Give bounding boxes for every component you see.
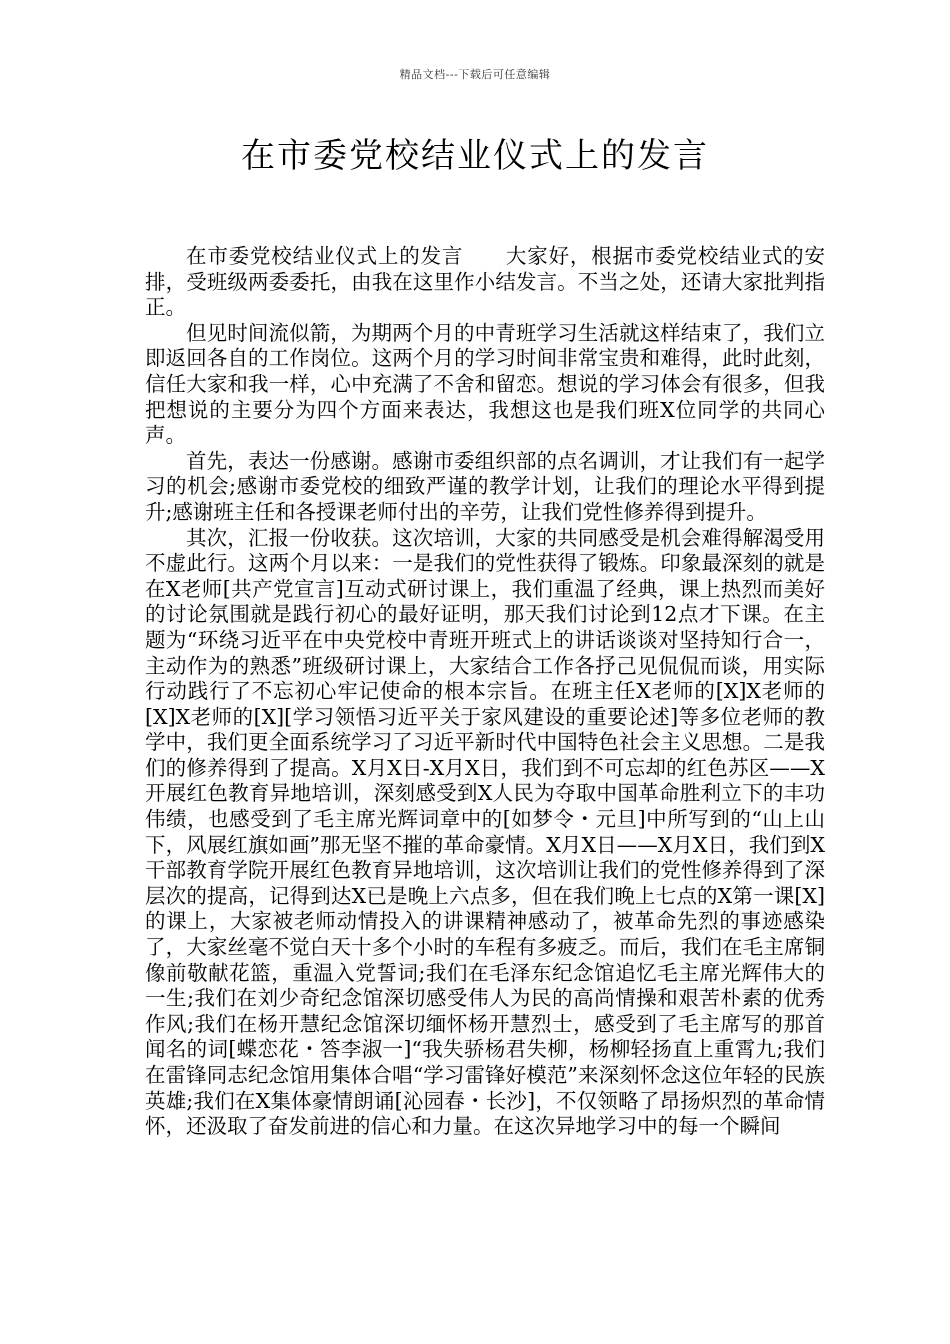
paragraph-gratitude: 首先，表达一份感谢。感谢市委组织部的点名调训，才让我们有一起学习的机会;感谢市委党校的细致严谨的教学计划，让我们的理论水平得到提升;感谢班主任和各授课老师付出的辛劳，让我们党性修养得到提升。 (145, 448, 825, 524)
page-header-note: 精品文档---下载后可任意编辑 (399, 68, 551, 81)
document-title: 在市委党校结业仪式上的发言 (241, 136, 709, 176)
paragraph-harvest: 其次，汇报一份收获。这次培训，大家的共同感受是机会难得解渴受用不虚此行。这两个月以来：一是我们的党性获得了锻炼。印象最深刻的就是在X老师[共产党宣言]互动式研讨课上，我们重温了经典，课上热烈而美好的讨论氛围就是践行初心的最好证明，那天我们讨论到12点才下课。在主题为“环绕习近平在中央党校中青班开班式上的讲话谈谈对坚持知行合一，主动作为的熟悉”班级研讨课上，大家结合工作各抒己见侃侃而谈，用实际行动践行了不忘初心牢记使命的根本宗旨。在班主任X老师的[X]X老师的[X]X老师的[X][学习领悟习近平关于家风建设的重要论述]等多位老师的教学中，我们更全面系统学习了习近平新时代中国特色社会主义思想。二是我们的修养得到了提高。X月X日-X月X日，我们到不可忘却的红色苏区——X开展红色教育异地培训，深刻感受到X人民为夺取中国革命胜利立下的丰功伟绩，也感受到了毛主席光辉词章中的[如梦令・元旦]中所写到的“山上山下，风展红旗如画”那无坚不摧的革命豪情。X月X日——X月X日，我们到X干部教育学院开展红色教育异地培训，这次培训让我们的党性修养得到了深层次的提高，记得到达X已是晚上六点多，但在我们晚上七点的X第一课[X]的课上，大家被老师动情投入的讲课精神感动了，被革命先烈的事迹感染了，大家丝毫不觉白天十多个小时的车程有多疲乏。而后，我们在毛主席铜像前敬献花篮，重温入党誓词;我们在毛泽东纪念馆追忆毛主席光辉伟大的一生;我们在刘少奇纪念馆深切感受伟人为民的高尚情操和艰苦朴素的优秀作风;我们在杨开慧纪念馆深切缅怀杨开慧烈士，感受到了毛主席写的那首闻名的词[蝶恋花・答李淑一]“我失骄杨君失柳，杨柳轻扬直上重霄九;我们在雷锋同志纪念馆用集体合唱“学习雷锋好模范”来深刻怀念这位年轻的民族英雄;我们在X集体豪情朗诵[沁园春・长沙]，不仅领略了昂扬炽烈的革命情怀，还汲取了奋发前进的信心和力量。在这次异地学习中的每一个瞬间 (145, 525, 825, 1139)
paragraph-opening: 在市委党校结业仪式上的发言 大家好，根据市委党校结业式的安排，受班级两委委托，由我在这里作小结发言。不当之处，还请大家批判指正。 (145, 244, 825, 320)
paragraph-time-flies: 但见时间流似箭，为期两个月的中青班学习生活就这样结束了，我们立即返回各自的工作岗位。这两个月的学习时间非常宝贵和难得，此时此刻，信任大家和我一样，心中充满了不舍和留恋。想说的学习体会有很多，但我把想说的主要分为四个方面来表达，我想这也是我们班X位同学的共同心声。 (145, 320, 825, 448)
document-body (145, 244, 825, 1140)
